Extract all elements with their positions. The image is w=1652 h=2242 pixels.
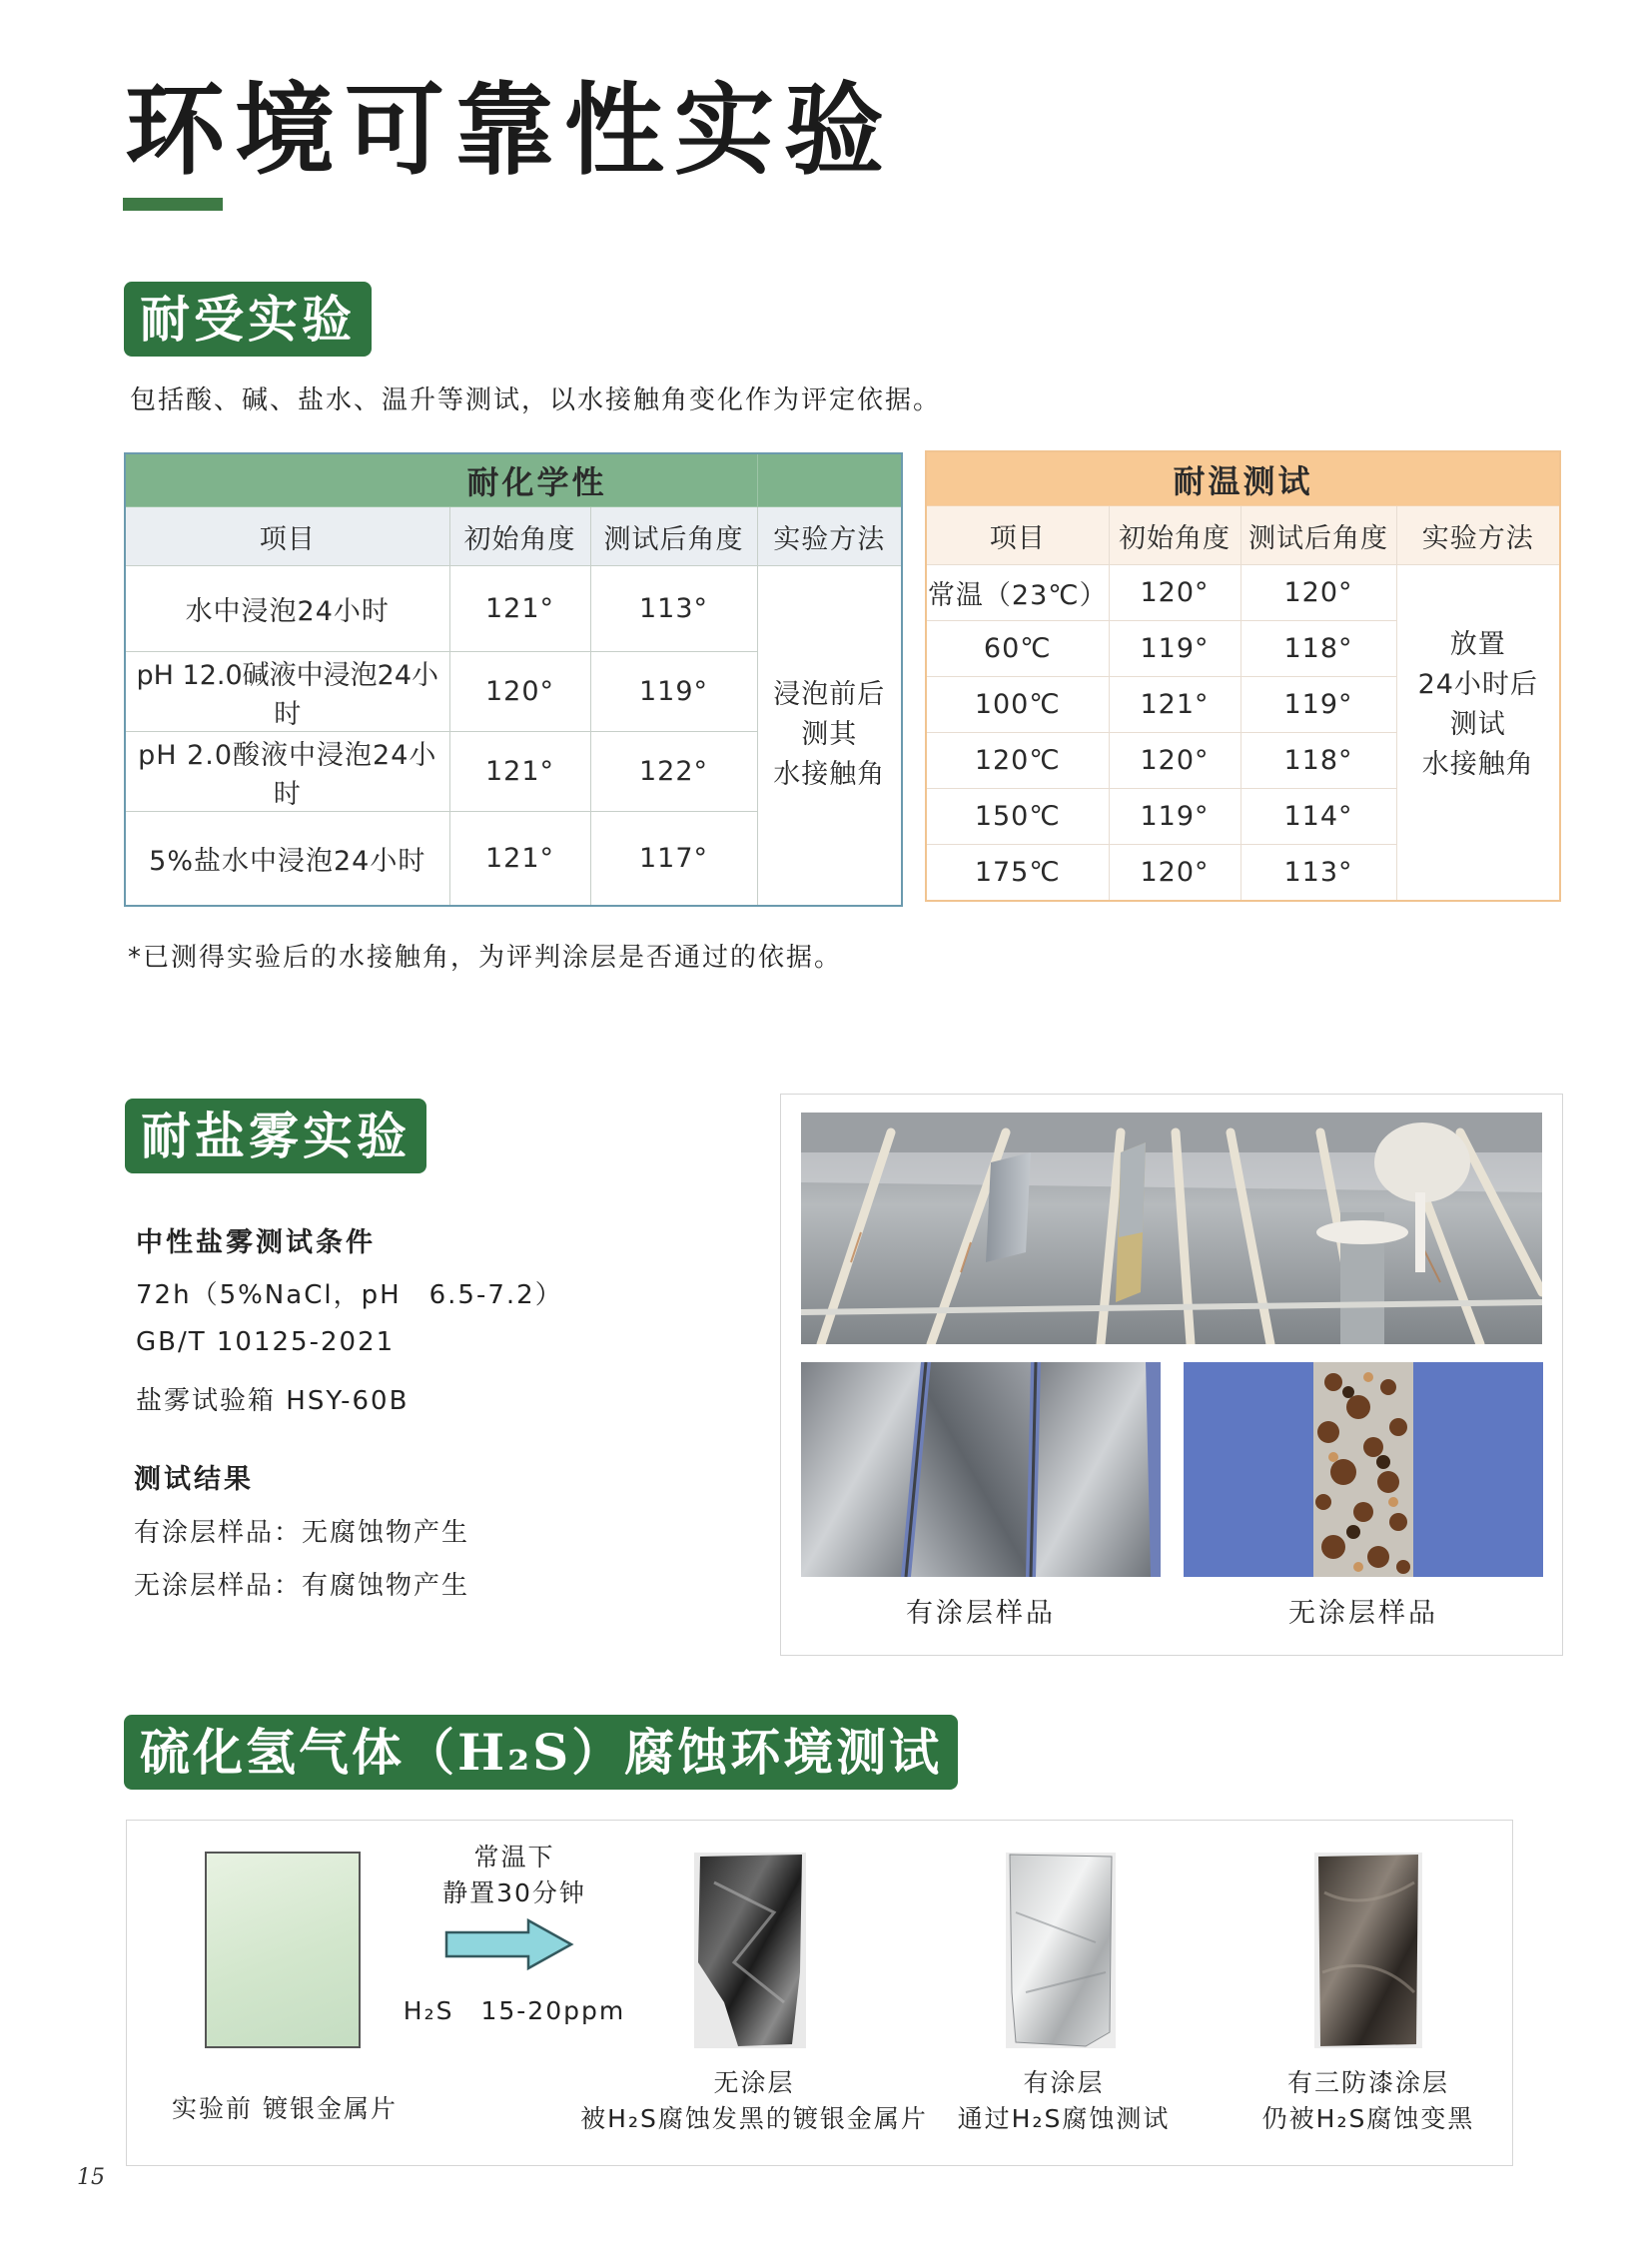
uncoated-sample-caption: 无涂层样品 bbox=[1288, 1598, 1438, 1629]
h2s-caption-coated bbox=[944, 2065, 1184, 2137]
chem-initial: 121° bbox=[449, 812, 590, 906]
durability-note: *已测得实验后的水接触角，为评判涂层是否通过的依据。 bbox=[128, 943, 843, 973]
salt-spray-chamber-photo bbox=[801, 1113, 1542, 1344]
h2s-heading: 硫化氢气体（H₂S）腐蚀环境测试 bbox=[124, 1715, 958, 1790]
right-arrow-icon bbox=[443, 1917, 575, 1975]
chem-initial: 121° bbox=[449, 732, 590, 812]
h2s-caption-line: 实验前 镀银金属片 bbox=[172, 2094, 398, 2123]
temp-item: 175℃ bbox=[926, 845, 1109, 901]
chem-after: 117° bbox=[590, 812, 757, 906]
h2s-caption-before bbox=[160, 2091, 410, 2127]
results-title: 测试结果 bbox=[134, 1464, 254, 1495]
chem-after: 122° bbox=[590, 732, 757, 812]
temp-item: 150℃ bbox=[926, 789, 1109, 845]
temp-header-method: 实验方法 bbox=[1396, 506, 1560, 565]
chem-initial: 121° bbox=[449, 566, 590, 652]
temp-method-line: 放置 bbox=[1449, 629, 1506, 660]
temp-header-after: 测试后角度 bbox=[1240, 506, 1396, 565]
page-number: 15 bbox=[77, 2165, 105, 2190]
temp-method-line: 测试 bbox=[1449, 709, 1506, 740]
table-row bbox=[125, 566, 902, 652]
temp-initial: 120° bbox=[1109, 733, 1240, 789]
coated-sample-photo bbox=[801, 1362, 1161, 1577]
result-line: 有涂层样品：无腐蚀物产生 bbox=[134, 1518, 470, 1548]
title-underline bbox=[123, 198, 223, 211]
h2s-condition-line: 静置30分钟 bbox=[442, 1878, 586, 1907]
temp-method-cell bbox=[1396, 565, 1560, 901]
result-line: 无涂层样品：有腐蚀物产生 bbox=[134, 1571, 470, 1601]
coated-sample-caption: 有涂层样品 bbox=[906, 1598, 1056, 1629]
h2s-caption-line: 通过H₂S腐蚀测试 bbox=[957, 2104, 1171, 2133]
temp-after: 118° bbox=[1240, 733, 1396, 789]
chem-item: 水中浸泡24小时 bbox=[125, 566, 449, 652]
temp-header-initial: 初始角度 bbox=[1109, 506, 1240, 565]
temp-item: 60℃ bbox=[926, 621, 1109, 677]
chem-item: 5%盐水中浸泡24小时 bbox=[125, 812, 449, 906]
h2s-condition-top bbox=[424, 1840, 604, 1911]
table-row bbox=[926, 565, 1560, 621]
h2s-caption-line: 仍被H₂S腐蚀变黑 bbox=[1261, 2104, 1475, 2133]
chem-method-line: 测其 bbox=[801, 719, 858, 751]
temp-header-item: 项目 bbox=[926, 506, 1109, 565]
temp-item: 120℃ bbox=[926, 733, 1109, 789]
temp-after: 118° bbox=[1240, 621, 1396, 677]
chem-initial: 120° bbox=[449, 652, 590, 732]
temp-initial: 120° bbox=[1109, 845, 1240, 901]
coated-silver-photo bbox=[1006, 1853, 1116, 2048]
h2s-caption-line: 有三防漆涂层 bbox=[1286, 2068, 1449, 2097]
temperature-resistance-table bbox=[925, 450, 1561, 902]
chem-header-method: 实验方法 bbox=[757, 507, 902, 566]
temp-initial: 121° bbox=[1109, 677, 1240, 733]
temp-item: 100℃ bbox=[926, 677, 1109, 733]
chem-header-initial: 初始角度 bbox=[449, 507, 590, 566]
temperature-table-title: 耐温测试 bbox=[926, 451, 1560, 506]
h2s-condition-bottom: H₂S 15-20ppm bbox=[403, 1996, 626, 2025]
chem-header-after: 测试后角度 bbox=[590, 507, 757, 566]
conditions-title: 中性盐雾测试条件 bbox=[136, 1227, 376, 1258]
chem-method-line: 浸泡前后 bbox=[773, 679, 886, 711]
conformal-coating-blackened-photo bbox=[1314, 1853, 1422, 2048]
chem-header-item: 项目 bbox=[125, 507, 449, 566]
chemical-table-title-spacer bbox=[757, 453, 902, 507]
chemical-resistance-table bbox=[124, 452, 903, 907]
h2s-caption-line: 无涂层 bbox=[713, 2068, 795, 2097]
temp-initial: 120° bbox=[1109, 565, 1240, 621]
temp-method-line: 24小时后 bbox=[1417, 669, 1538, 700]
h2s-caption-line: 有涂层 bbox=[1023, 2068, 1105, 2097]
h2s-condition-line: 常温下 bbox=[473, 1843, 555, 1871]
condition-line: GB/T 10125-2021 bbox=[136, 1327, 396, 1357]
chem-item: pH 12.0碱液中浸泡24小时 bbox=[125, 652, 449, 732]
condition-line: 72h（5%NaCl，pH 6.5-7.2） bbox=[136, 1280, 563, 1310]
temp-initial: 119° bbox=[1109, 621, 1240, 677]
temp-after: 113° bbox=[1240, 845, 1396, 901]
chem-method-line: 水接触角 bbox=[773, 759, 886, 791]
salt-spray-heading: 耐盐雾实验 bbox=[125, 1099, 426, 1173]
temp-method-line: 水接触角 bbox=[1421, 749, 1534, 780]
temp-after: 119° bbox=[1240, 677, 1396, 733]
chem-after: 113° bbox=[590, 566, 757, 652]
temp-initial: 119° bbox=[1109, 789, 1240, 845]
h2s-caption-conformal bbox=[1248, 2065, 1488, 2137]
durability-heading: 耐受实验 bbox=[124, 282, 372, 357]
chemical-table-title: 耐化学性 bbox=[125, 453, 757, 507]
temp-item: 常温（23℃） bbox=[926, 565, 1109, 621]
h2s-caption-uncoated bbox=[569, 2065, 939, 2137]
temp-after: 114° bbox=[1240, 789, 1396, 845]
chem-method-cell bbox=[757, 566, 902, 906]
uncoated-sample-photo bbox=[1184, 1362, 1543, 1577]
chem-item: pH 2.0酸液中浸泡24小时 bbox=[125, 732, 449, 812]
silver-plate-before-photo bbox=[205, 1852, 361, 2048]
temp-after: 120° bbox=[1240, 565, 1396, 621]
condition-line: 盐雾试验箱 HSY-60B bbox=[136, 1386, 410, 1416]
page-title: 环境可靠性实验 bbox=[125, 71, 894, 189]
uncoated-blackened-photo bbox=[694, 1853, 806, 2048]
chem-after: 119° bbox=[590, 652, 757, 732]
h2s-caption-line: 被H₂S腐蚀发黑的镀银金属片 bbox=[580, 2104, 928, 2133]
durability-description: 包括酸、碱、盐水、温升等测试，以水接触角变化作为评定依据。 bbox=[130, 385, 942, 415]
